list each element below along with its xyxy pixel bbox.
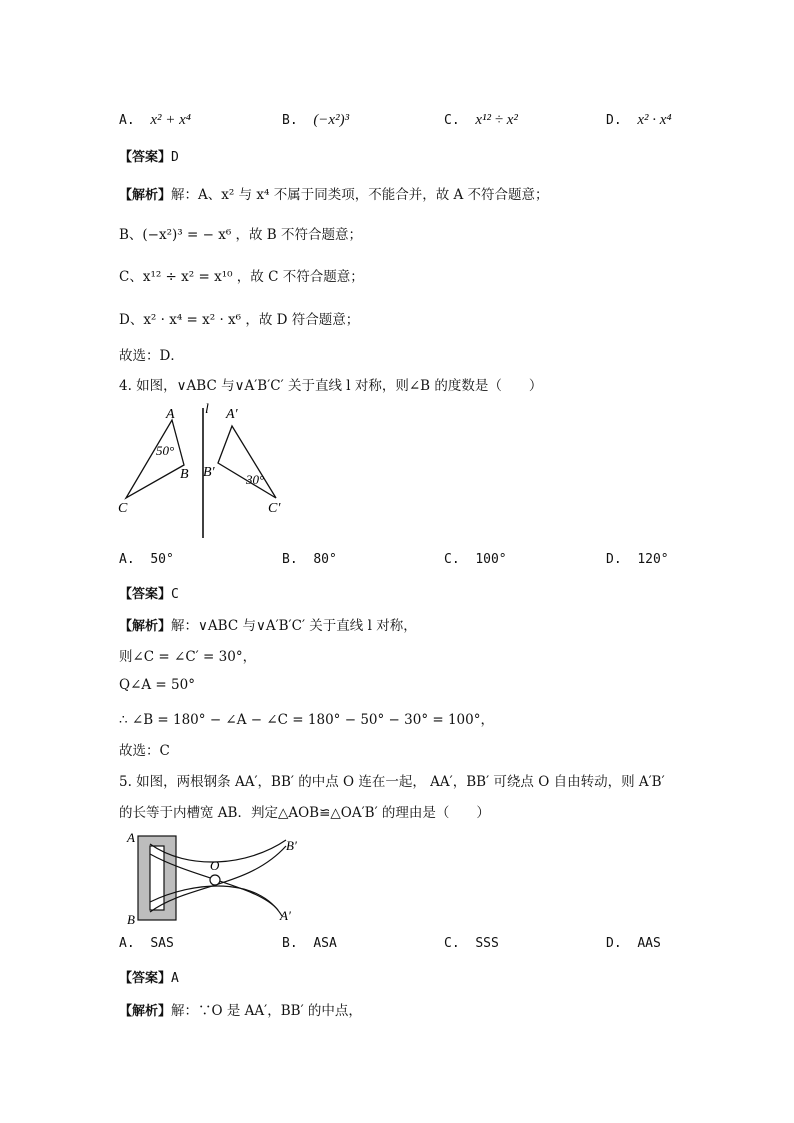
label-a-prime: A′ [280,908,291,923]
q4-answer: 【答案】C [119,587,179,602]
q5-option-b: B. ASA [282,936,337,951]
q3-analysis-3: C、x¹² ÷ x² = x¹⁰ ，故 C 不符合题意； [119,269,364,285]
label-a: A [166,407,175,422]
q4-stem: 4. 如图，∨ABC 与∨A′B′C′ 关于直线 l 对称，则∠B 的度数是（ ） [119,378,543,394]
label-o: O [210,858,220,873]
q3-answer: 【答案】D [119,150,179,165]
q5-option-a: A. SAS [119,936,174,951]
q3-option-c: C. x¹² ÷ x² [444,112,518,128]
q3-analysis-2: B、(−x²)³ = − x⁶ ，故 B 不符合题意； [119,227,363,243]
label-b: B [127,912,135,927]
label-a: A [127,830,135,845]
q4-analysis-1: 【解析】解：∨ABC 与∨A′B′C′ 关于直线 l 对称， [119,618,417,634]
q4-analysis-2: 则∠C = ∠C′ = 30°， [119,649,257,665]
label-angle-c-prime: 30° [246,472,265,487]
pivot-o [210,875,220,885]
label-b: B [180,467,189,482]
q4-option-d: D. 120° [606,552,669,567]
triangle-a2b2c2 [218,426,276,498]
label-c-prime: C′ [268,501,281,516]
q3-option-b: B. (−x²)³ [282,112,350,128]
label-c: C [118,501,128,516]
label-angle-a: 50° [156,443,175,458]
triangle-abc [126,420,184,498]
label-l: l [205,402,209,417]
label-a-prime: A′ [226,407,238,422]
q3-option-d: D. x² · x⁴ [606,112,672,128]
q5-analysis-1: 【解析】解：∵O 是 AA′，BB′ 的中点， [119,1003,362,1019]
q3-analysis-1: 【解析】解：A、x² 与 x⁴ 不属于同类项，不能合并，故 A 不符合题意； [119,187,549,203]
q4-option-b: B. 80° [282,552,337,567]
q4-analysis-4: ∴ ∠B = 180° − ∠A − ∠C = 180° − 50° − 30° = 100°， [119,712,494,728]
q5-option-d: D. AAS [606,936,661,951]
label-b-prime: B′ [286,838,297,853]
q3-analysis-4: D、x² · x⁴ = x² · x⁶ ，故 D 符合题意； [119,312,360,328]
q5-option-c: C. SSS [444,936,499,951]
q3-option-a: A. x² + x⁴ [119,112,191,128]
q4-option-c: C. 100° [444,552,507,567]
q4-symmetry-figure [110,398,310,543]
q4-analysis-3: Q∠A = 50° [119,677,195,693]
label-b-prime: B′ [203,465,215,480]
q4-analysis-5: 故选：C [119,743,170,759]
q5-stem-line-2: 的长等于内槽宽 AB．判定△AOB≌△OA′B′ 的理由是（ ） [119,805,490,821]
q5-steel-bar-figure [118,826,308,930]
q5-stem-line-1: 5. 如图，两根钢条 AA′，BB′ 的中点 O 连在一起， AA′，BB′ 可绕点 O 自由转动，则 A′B′ [119,774,665,790]
q3-analysis-5: 故选：D． [119,348,184,364]
q4-option-a: A. 50° [119,552,174,567]
q5-answer: 【答案】A [119,971,179,986]
